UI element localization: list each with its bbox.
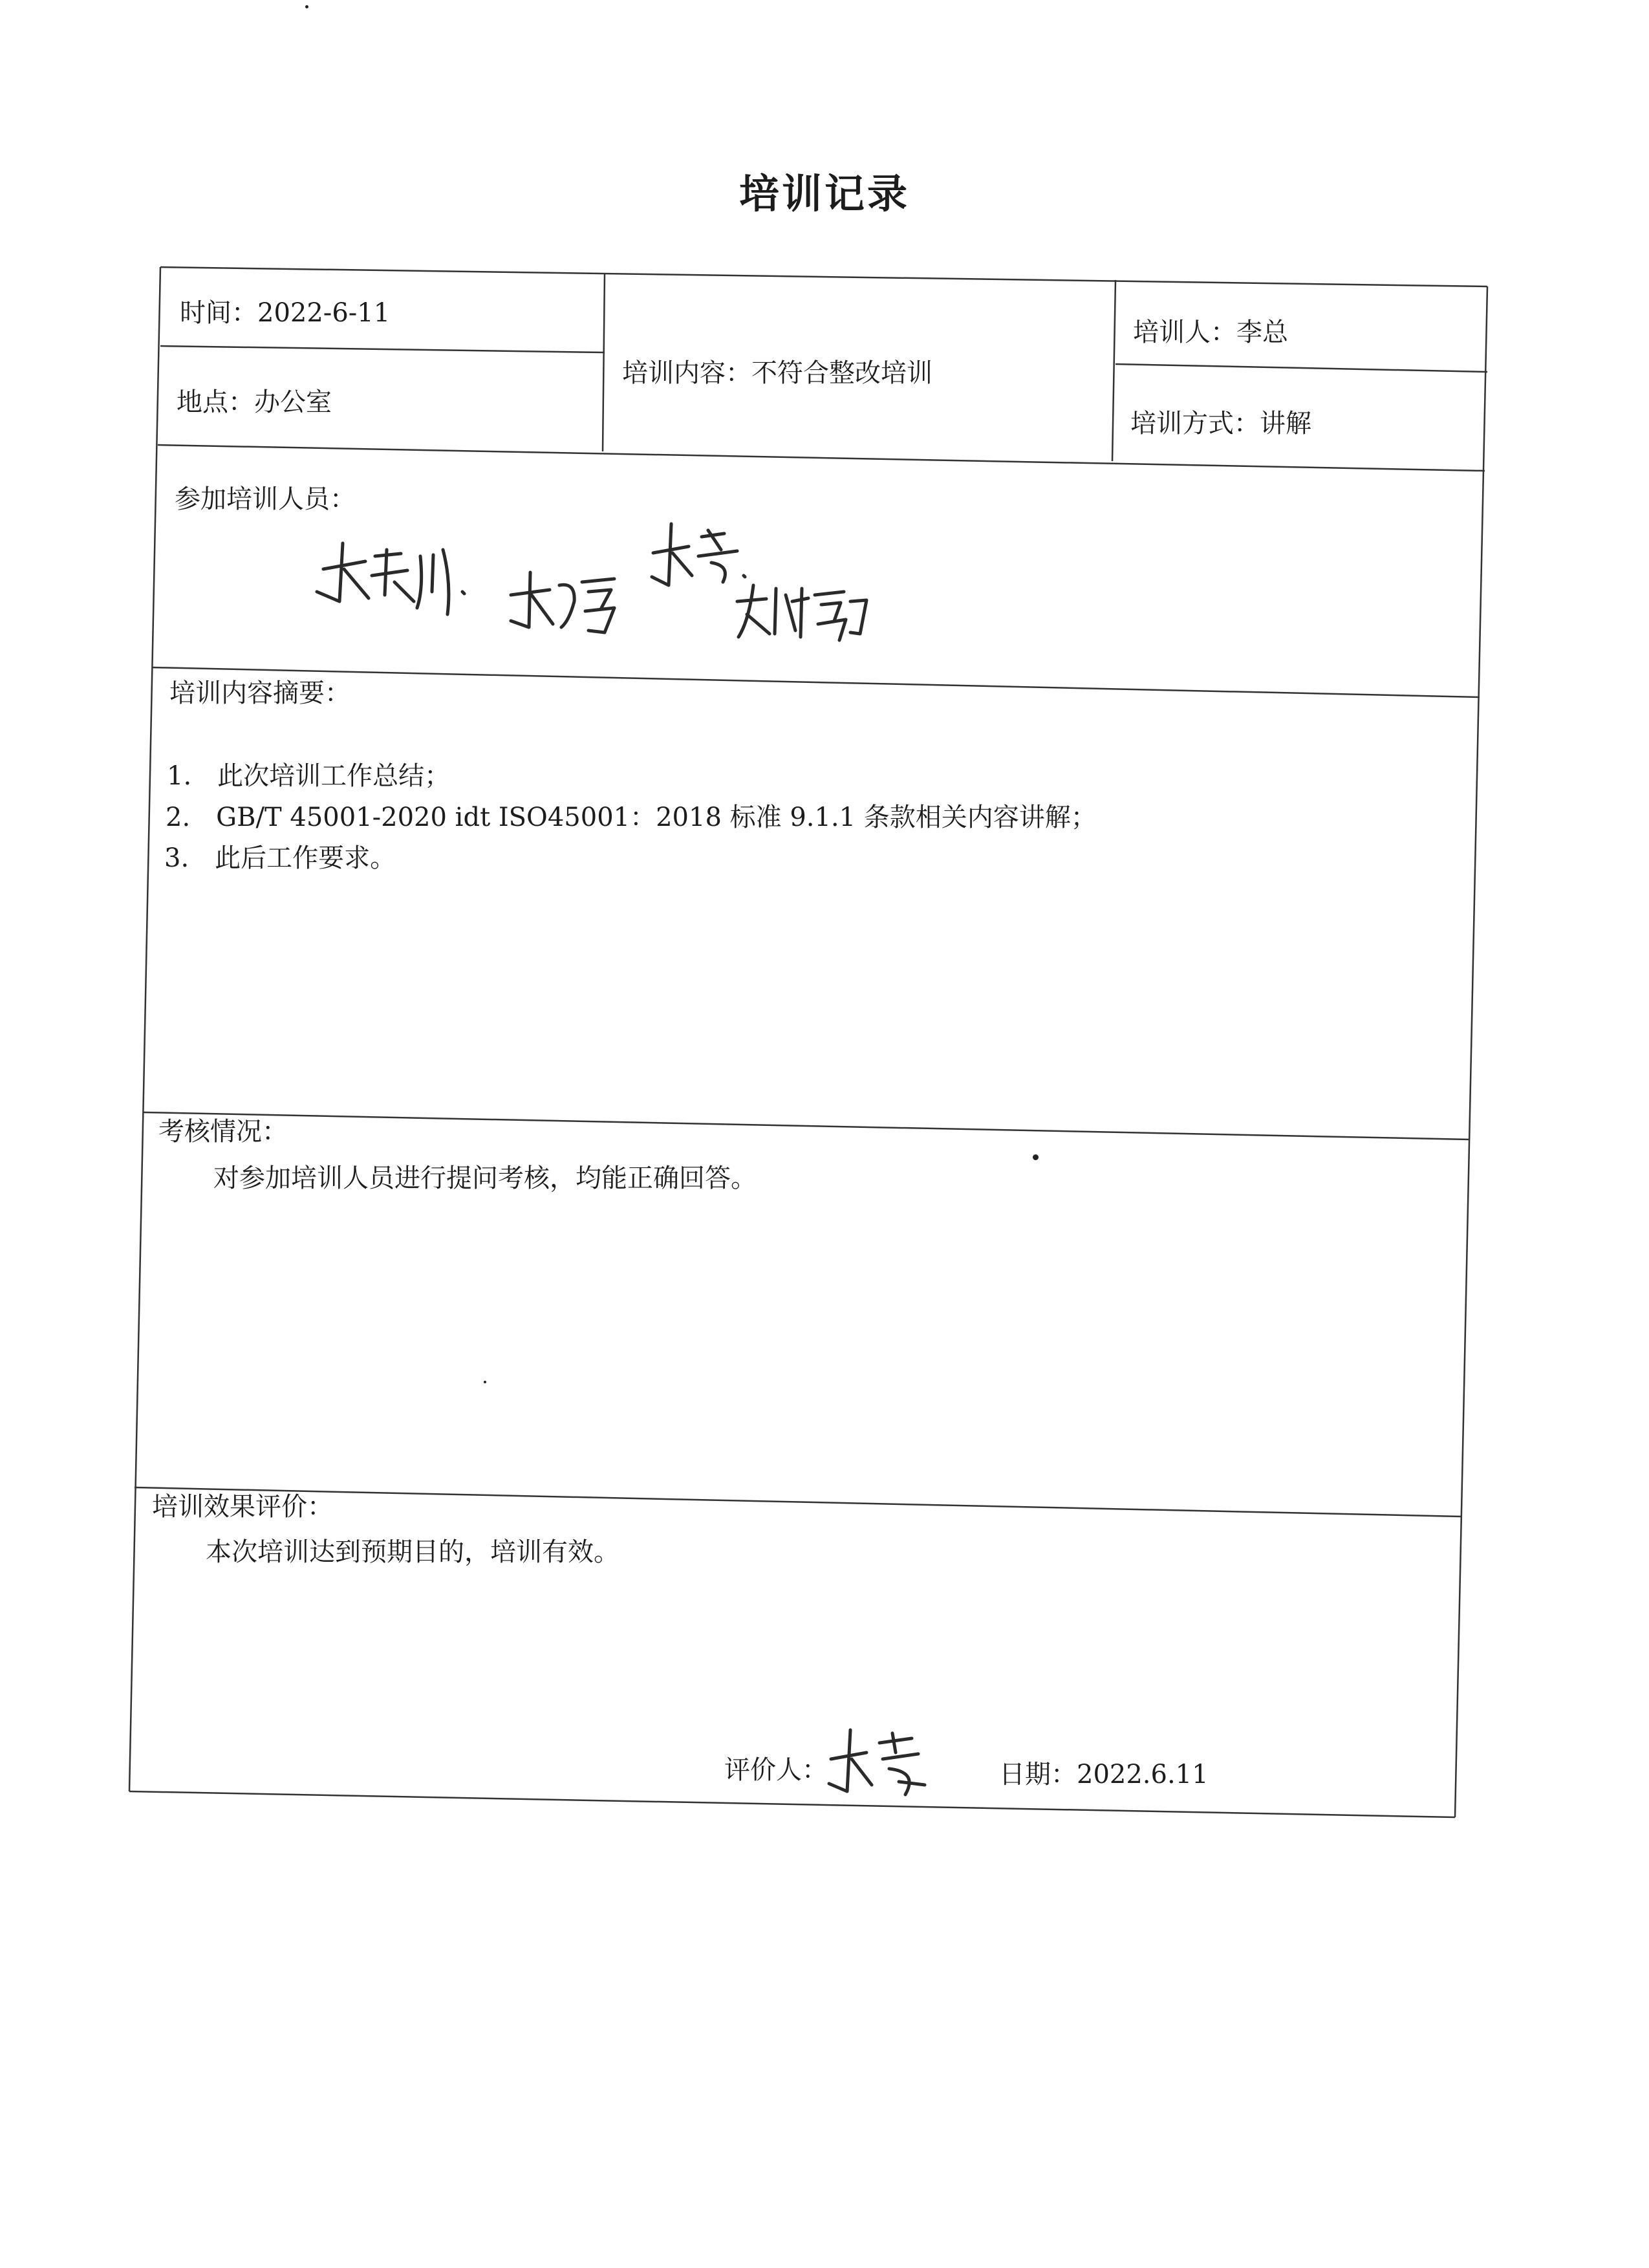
time-place-divider: [160, 346, 605, 352]
table-top-border: [160, 267, 1487, 286]
scan-speck: [1033, 1154, 1039, 1160]
header-bottom-line: [158, 445, 1485, 471]
summary-heading: 培训内容摘要：: [169, 678, 350, 708]
participant-signature-4: [731, 576, 873, 647]
summary-item-number: 1.: [167, 761, 192, 791]
header-split-right: [1112, 280, 1116, 461]
summary-item-text: 此次培训工作总结；: [217, 761, 451, 791]
evaluator-label: 评价人：: [724, 1755, 828, 1785]
assessment-text: 对参加培训人员进行提问考核，均能正确回答。: [213, 1163, 757, 1193]
summary-item-number: 3.: [164, 843, 189, 873]
participants-bottom-line: [152, 667, 1480, 697]
summary-bottom-line: [144, 1112, 1470, 1139]
summary-item-3: [164, 837, 396, 874]
place-label: 地点：办公室: [177, 387, 332, 417]
summary-item-2: [166, 797, 1097, 834]
assessment-bottom-line: [135, 1487, 1461, 1517]
evaluator-signature: [821, 1720, 938, 1804]
trainer-label: 培训人：李总: [1133, 318, 1288, 347]
assessment-heading: 考核情况：: [158, 1117, 288, 1147]
time-label: 时间：2022-6-11: [180, 298, 391, 328]
header-split-left: [603, 274, 605, 451]
method-label: 培训方式：讲解: [1130, 409, 1311, 438]
trainer-method-divider: [1116, 364, 1487, 372]
method-value: 讲解: [1260, 409, 1311, 438]
evaluation-text: 本次培训达到预期目的，培训有效。: [206, 1537, 620, 1567]
evaluation-date-value: 2022.6.11: [1077, 1760, 1209, 1789]
summary-item-1: [167, 755, 450, 792]
participant-signature-1: [304, 530, 472, 627]
summary-item-text: 此后工作要求。: [215, 843, 396, 873]
participant-signature-2: [504, 563, 621, 640]
evaluation-heading: 培训效果评价：: [152, 1492, 333, 1522]
table-left-border: [129, 267, 160, 1791]
participants-heading: 参加培训人员：: [175, 484, 356, 514]
trainer-value: 李总: [1236, 318, 1288, 347]
content-label: 培训内容：不符合整改培训: [622, 358, 932, 388]
summary-item-text: GB/T 45001-2020 idt ISO45001：2018 标准 9.1.1 条款相关内容讲解；: [216, 803, 1097, 832]
scan-speck: [484, 1381, 486, 1383]
table-bottom-border: [129, 1791, 1455, 1817]
summary-item-number: 2.: [166, 803, 191, 832]
page-title: 培训记录: [738, 170, 910, 217]
table-right-border: [1455, 286, 1487, 1817]
place-value: 办公室: [254, 387, 332, 417]
evaluation-date-label: 日期：2022.6.11: [999, 1760, 1209, 1789]
time-value: 2022-6-11: [257, 298, 391, 328]
content-value: 不符合整改培训: [751, 358, 932, 388]
scan-speck: [305, 5, 308, 8]
